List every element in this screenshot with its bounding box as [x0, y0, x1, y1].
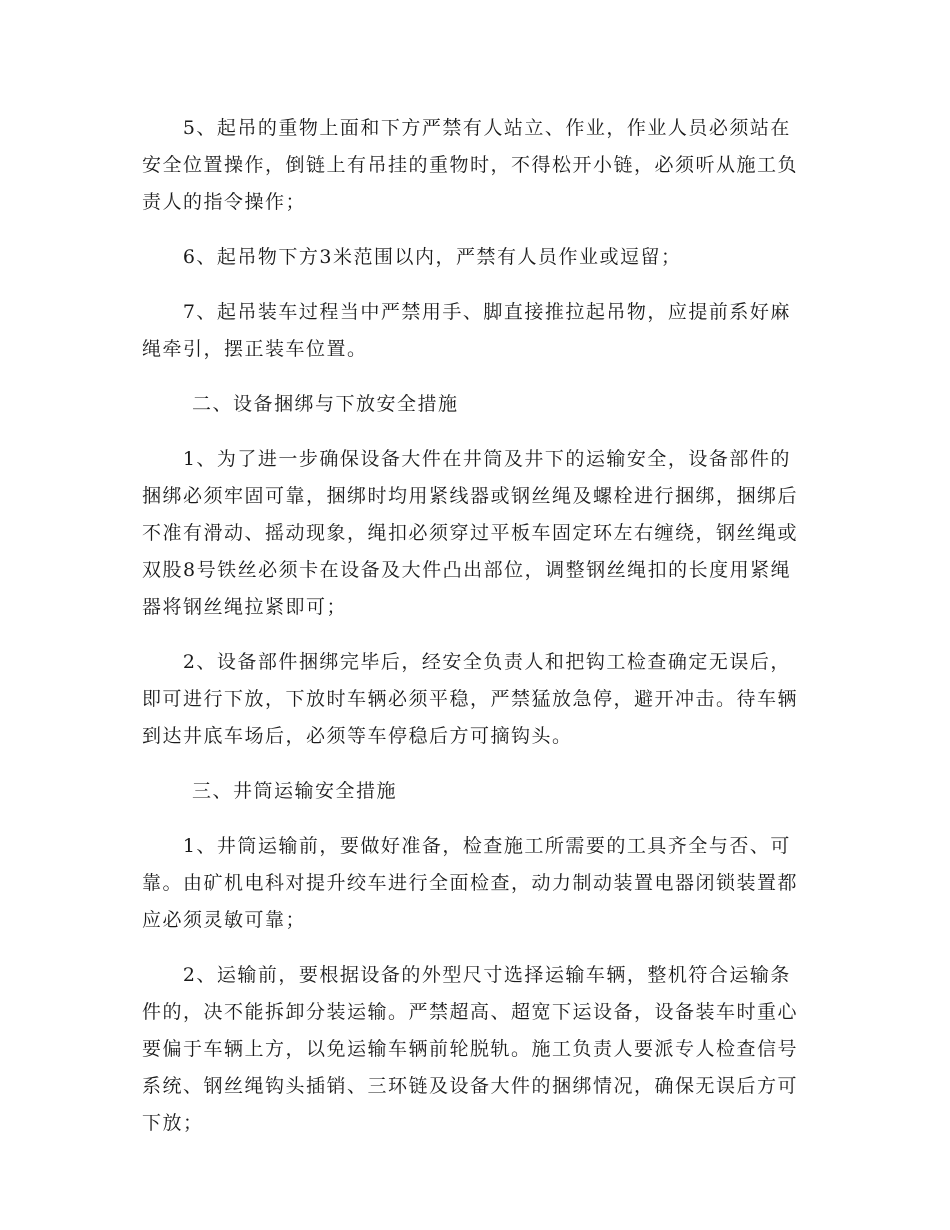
- section-heading-shaft-transport: 三、井筒运输安全措施: [192, 780, 398, 802]
- section-heading-binding: 二、设备捆绑与下放安全措施: [192, 393, 459, 415]
- paragraph-item-5: 5、起吊的重物上面和下方严禁有人站立、作业，作业人员必须站在安全位置操作，倒链上有吊挂的重物时，不得松开小链，必须听从施工负责人的指令操作；: [142, 117, 799, 213]
- document-page: [142, 110, 802, 1160]
- paragraph-transport-2: 2、运输前，要根据设备的外型尺寸选择运输车辆，整机符合运输条件的，决不能拆卸分装运输。严禁超高、超宽下运设备，设备装车时重心要偏于车辆上方，以免运输车辆前轮脱轨。施工负责人要派专人检查信号系统、钢丝绳钩头插销、三环链及设备大件的捆绑情况，确保无误后方可下放；: [142, 964, 799, 1134]
- paragraph-item-6: 6、起吊物下方3米范围以内，严禁有人员作业或逗留；: [182, 246, 682, 268]
- paragraph-transport-1: 1、井筒运输前，要做好准备，检查施工所需要的工具齐全与否、可靠。由矿机电科对提升绞车进行全面检查，动力制动装置电器闭锁装置都应必须灵敏可靠；: [142, 835, 799, 931]
- paragraph-item-7: 7、起吊装车过程当中严禁用手、脚直接推拉起吊物，应提前系好麻绳牵引，摆正装车位置。: [142, 301, 791, 360]
- paragraph-binding-1: 1、为了进一步确保设备大件在井筒及井下的运输安全，设备部件的捆绑必须牢固可靠，捆绑时均用紧线器或钢丝绳及螺栓进行捆绑，捆绑后不准有滑动、摇动现象，绳扣必须穿过平板车固定环左右缠绕，钢丝绳或双股8号铁丝必须卡在设备及大件凸出部位，调整钢丝绳扣的长度用紧绳器将钢丝绳拉紧即可；: [142, 448, 799, 618]
- paragraph-binding-2: 2、设备部件捆绑完毕后，经安全负责人和把钩工检查确定无误后，即可进行下放，下放时车辆必须平稳，严禁猛放急停，避开冲击。待车辆到达井底车场后，必须等车停稳后方可摘钩头。: [142, 651, 799, 747]
